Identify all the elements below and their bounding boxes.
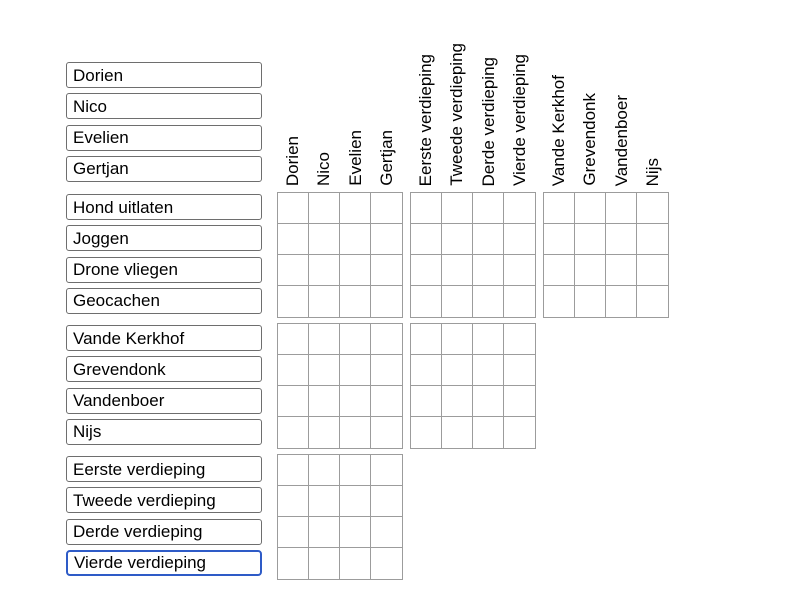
grid-cell[interactable] — [504, 324, 535, 355]
grid-cell[interactable] — [473, 255, 504, 286]
col-header: Gertjan — [377, 130, 397, 186]
grid-cell[interactable] — [371, 255, 402, 286]
col-header: Nijs — [643, 157, 663, 186]
grid-cell[interactable] — [504, 193, 535, 224]
row-label[interactable]: Tweede verdieping — [66, 487, 262, 513]
grid-cell[interactable] — [340, 386, 371, 417]
row-label[interactable]: Derde verdieping — [66, 519, 262, 545]
grid-cell[interactable] — [473, 417, 504, 448]
col-header: Evelien — [345, 130, 365, 186]
grid-cell[interactable] — [278, 255, 309, 286]
grid-block — [277, 323, 403, 449]
col-header: Derde verdieping — [478, 56, 498, 186]
grid-cell[interactable] — [371, 224, 402, 255]
grid-cell[interactable] — [442, 324, 473, 355]
col-header: Tweede verdieping — [447, 43, 467, 186]
grid-cell[interactable] — [575, 286, 606, 317]
grid-cell[interactable] — [411, 193, 442, 224]
grid-cell[interactable] — [371, 455, 402, 486]
grid-cell[interactable] — [575, 193, 606, 224]
grid-cell[interactable] — [371, 417, 402, 448]
row-label[interactable]: Eerste verdieping — [66, 456, 262, 482]
grid-cell[interactable] — [411, 255, 442, 286]
grid-cell[interactable] — [411, 286, 442, 317]
row-group-names — [66, 62, 262, 182]
grid-cell[interactable] — [504, 386, 535, 417]
grid-cell[interactable] — [371, 548, 402, 579]
col-group-floors — [410, 0, 536, 186]
grid-cell[interactable] — [575, 224, 606, 255]
col-header: Dorien — [282, 135, 302, 186]
grid-cell[interactable] — [309, 286, 340, 317]
grid-cell[interactable] — [340, 417, 371, 448]
row-label-focused[interactable]: Vierde verdieping — [66, 550, 262, 576]
grid-cell[interactable] — [637, 193, 668, 224]
col-header: Vandenboer — [611, 94, 631, 186]
grid-cell[interactable] — [544, 193, 575, 224]
grid-cell[interactable] — [309, 355, 340, 386]
grid-cell[interactable] — [309, 548, 340, 579]
grid-cell[interactable] — [309, 193, 340, 224]
grid-cell[interactable] — [473, 324, 504, 355]
grid-cell[interactable] — [504, 255, 535, 286]
row-label[interactable]: Joggen — [66, 225, 262, 251]
row-label[interactable]: Drone vliegen — [66, 257, 262, 283]
grid-cell[interactable] — [340, 286, 371, 317]
grid-cell[interactable] — [278, 193, 309, 224]
row-label[interactable]: Evelien — [66, 125, 262, 151]
grid-block — [543, 192, 669, 318]
grid-cell[interactable] — [504, 286, 535, 317]
grid-cell[interactable] — [371, 517, 402, 548]
grid-cell[interactable] — [371, 486, 402, 517]
grid-cell[interactable] — [637, 255, 668, 286]
grid-cell[interactable] — [442, 286, 473, 317]
row-label[interactable]: Nico — [66, 93, 262, 119]
grid-cell[interactable] — [340, 517, 371, 548]
grid-block — [410, 323, 536, 449]
row-label[interactable]: Hond uitlaten — [66, 194, 262, 220]
grid-cell[interactable] — [278, 486, 309, 517]
row-group-surnames — [66, 325, 262, 445]
grid-cell[interactable] — [442, 355, 473, 386]
grid-cell[interactable] — [309, 486, 340, 517]
grid-cell[interactable] — [309, 255, 340, 286]
grid-cell[interactable] — [442, 386, 473, 417]
grid-cell[interactable] — [411, 355, 442, 386]
row-label[interactable]: Grevendonk — [66, 356, 262, 382]
grid-cell[interactable] — [278, 324, 309, 355]
grid-cell[interactable] — [309, 517, 340, 548]
grid-cell[interactable] — [340, 455, 371, 486]
grid-cell[interactable] — [309, 224, 340, 255]
grid-cell[interactable] — [340, 548, 371, 579]
grid-cell[interactable] — [340, 255, 371, 286]
col-header: Nico — [314, 151, 334, 186]
col-header: Vierde verdieping — [510, 54, 530, 186]
row-label[interactable]: Dorien — [66, 62, 262, 88]
grid-cell[interactable] — [411, 324, 442, 355]
grid-cell[interactable] — [371, 193, 402, 224]
col-header: Eerste verdieping — [415, 53, 435, 186]
grid-cell[interactable] — [340, 224, 371, 255]
grid-cell[interactable] — [278, 455, 309, 486]
grid-cell[interactable] — [544, 286, 575, 317]
grid-cell[interactable] — [309, 324, 340, 355]
grid-cell[interactable] — [278, 517, 309, 548]
grid-cell[interactable] — [442, 193, 473, 224]
grid-cell[interactable] — [575, 255, 606, 286]
grid-cell[interactable] — [309, 386, 340, 417]
grid-cell[interactable] — [473, 386, 504, 417]
row-label[interactable]: Vandenboer — [66, 388, 262, 414]
grid-cell[interactable] — [278, 286, 309, 317]
col-group-names — [277, 0, 403, 186]
grid-cell[interactable] — [278, 386, 309, 417]
grid-cell[interactable] — [544, 255, 575, 286]
grid-cell[interactable] — [473, 355, 504, 386]
grid-cell[interactable] — [473, 224, 504, 255]
grid-cell[interactable] — [278, 417, 309, 448]
grid-cell[interactable] — [606, 193, 637, 224]
col-header: Vande Kerkhof — [548, 74, 568, 186]
grid-cell[interactable] — [504, 417, 535, 448]
row-group-activities — [66, 194, 262, 314]
row-label[interactable]: Gertjan — [66, 156, 262, 182]
grid-cell[interactable] — [473, 193, 504, 224]
grid-cell[interactable] — [278, 224, 309, 255]
grid-cell[interactable] — [371, 355, 402, 386]
grid-cell[interactable] — [606, 286, 637, 317]
row-label[interactable]: Vande Kerkhof — [66, 325, 262, 351]
grid-block — [277, 454, 403, 580]
row-label[interactable]: Geocachen — [66, 288, 262, 314]
grid-cell[interactable] — [544, 224, 575, 255]
row-group-floors — [66, 456, 262, 576]
grid-cell[interactable] — [606, 255, 637, 286]
grid-cell[interactable] — [340, 486, 371, 517]
grid-cell[interactable] — [442, 417, 473, 448]
grid-cell[interactable] — [340, 324, 371, 355]
grid-cell[interactable] — [340, 193, 371, 224]
col-header: Grevendonk — [580, 93, 600, 186]
grid-cell[interactable] — [309, 455, 340, 486]
grid-cell[interactable] — [278, 355, 309, 386]
grid-cell[interactable] — [504, 224, 535, 255]
grid-cell[interactable] — [309, 417, 340, 448]
grid-cell[interactable] — [371, 286, 402, 317]
grid-cell[interactable] — [411, 224, 442, 255]
grid-block — [410, 192, 536, 318]
grid-cell[interactable] — [442, 224, 473, 255]
grid-cell[interactable] — [637, 224, 668, 255]
grid-cell[interactable] — [411, 386, 442, 417]
col-group-surnames — [543, 0, 669, 186]
grid-block — [277, 192, 403, 318]
grid-cell[interactable] — [442, 255, 473, 286]
grid-cell[interactable] — [278, 548, 309, 579]
grid-cell[interactable] — [606, 224, 637, 255]
grid-cell[interactable] — [637, 286, 668, 317]
grid-cell[interactable] — [371, 386, 402, 417]
grid-cell[interactable] — [411, 417, 442, 448]
grid-cell[interactable] — [371, 324, 402, 355]
row-label[interactable]: Nijs — [66, 419, 262, 445]
grid-cell[interactable] — [340, 355, 371, 386]
grid-cell[interactable] — [504, 355, 535, 386]
grid-cell[interactable] — [473, 286, 504, 317]
